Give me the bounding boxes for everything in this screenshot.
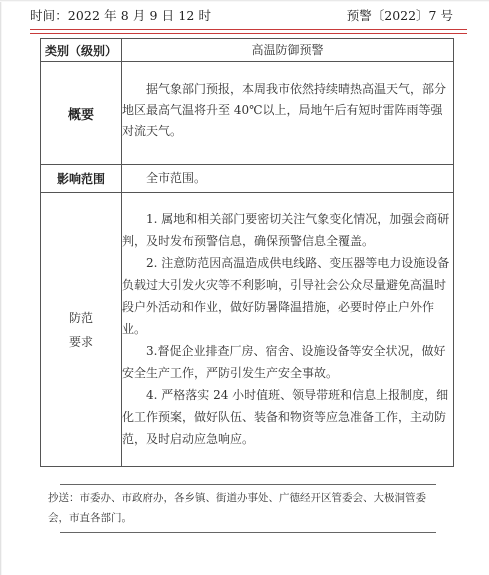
category-row <box>41 39 454 62</box>
header-rule <box>30 29 467 30</box>
requirements-label-line2: 要求 <box>68 334 93 349</box>
issue-time: 时间：2022 年 8 月 9 日 12 时 <box>30 8 212 23</box>
requirements-row <box>41 193 454 467</box>
requirements-label-line1: 防范 <box>68 310 93 325</box>
category-label: 类别（级别） <box>41 39 122 62</box>
warning-table <box>40 38 454 467</box>
page-top-shadow <box>0 0 489 2</box>
page-edge-shadow <box>0 0 2 575</box>
overview-row <box>41 62 454 165</box>
scope-cell <box>122 165 454 193</box>
document-number: 预警〔2022〕7 号 <box>346 8 453 23</box>
requirements-cell <box>122 193 454 467</box>
footer-rule <box>60 484 436 485</box>
requirement-item: 3.督促企业排查厂房、宿舍、设施设备等安全状况，做好安全生产工作，严防引发生产安全事故。 <box>122 343 446 380</box>
overview-text: 据气象部门预报，本周我市依然持续晴热高温天气，部分地区最高气温将升至 40℃以上，局地午后有短时雷阵雨等强对流天气。 <box>122 81 447 138</box>
scope-row <box>41 165 454 193</box>
scope-text: 全市范围。 <box>146 171 207 185</box>
cc-distribution: 抄送：市委办、市政府办，各乡镇、街道办事处、广德经开区管委会、大极洞管委会，市直各部门。 <box>48 492 426 524</box>
requirement-item: 1. 属地和相关部门要密切关注气象变化情况，加强会商研判，及时发布预警信息，确保预警信息全覆盖。 <box>122 211 450 248</box>
header-rule-thin <box>30 33 467 34</box>
overview-cell <box>122 62 454 165</box>
requirement-item: 4. 严格落实 24 小时值班、领导带班和信息上报制度，细化工作预案，做好队伍、装备和物资等应急准备工作，主动防范，及时启动应急响应。 <box>122 387 449 446</box>
requirements-label <box>41 193 122 467</box>
requirement-item: 2. 注意防范因高温造成供电线路、变压器等电力设施设备负载过大引发火灾等不利影响，引导社会公众尽量避免高温时段户外活动和作业，做好防暑降温措施，必要时停止户外作业。 <box>122 255 450 336</box>
category-value: 高温防御预警 <box>122 39 454 62</box>
scope-label: 影响范围 <box>41 165 122 193</box>
overview-label: 概要 <box>41 62 122 165</box>
document-header <box>30 6 453 24</box>
footer-bottom-rule <box>60 532 436 533</box>
